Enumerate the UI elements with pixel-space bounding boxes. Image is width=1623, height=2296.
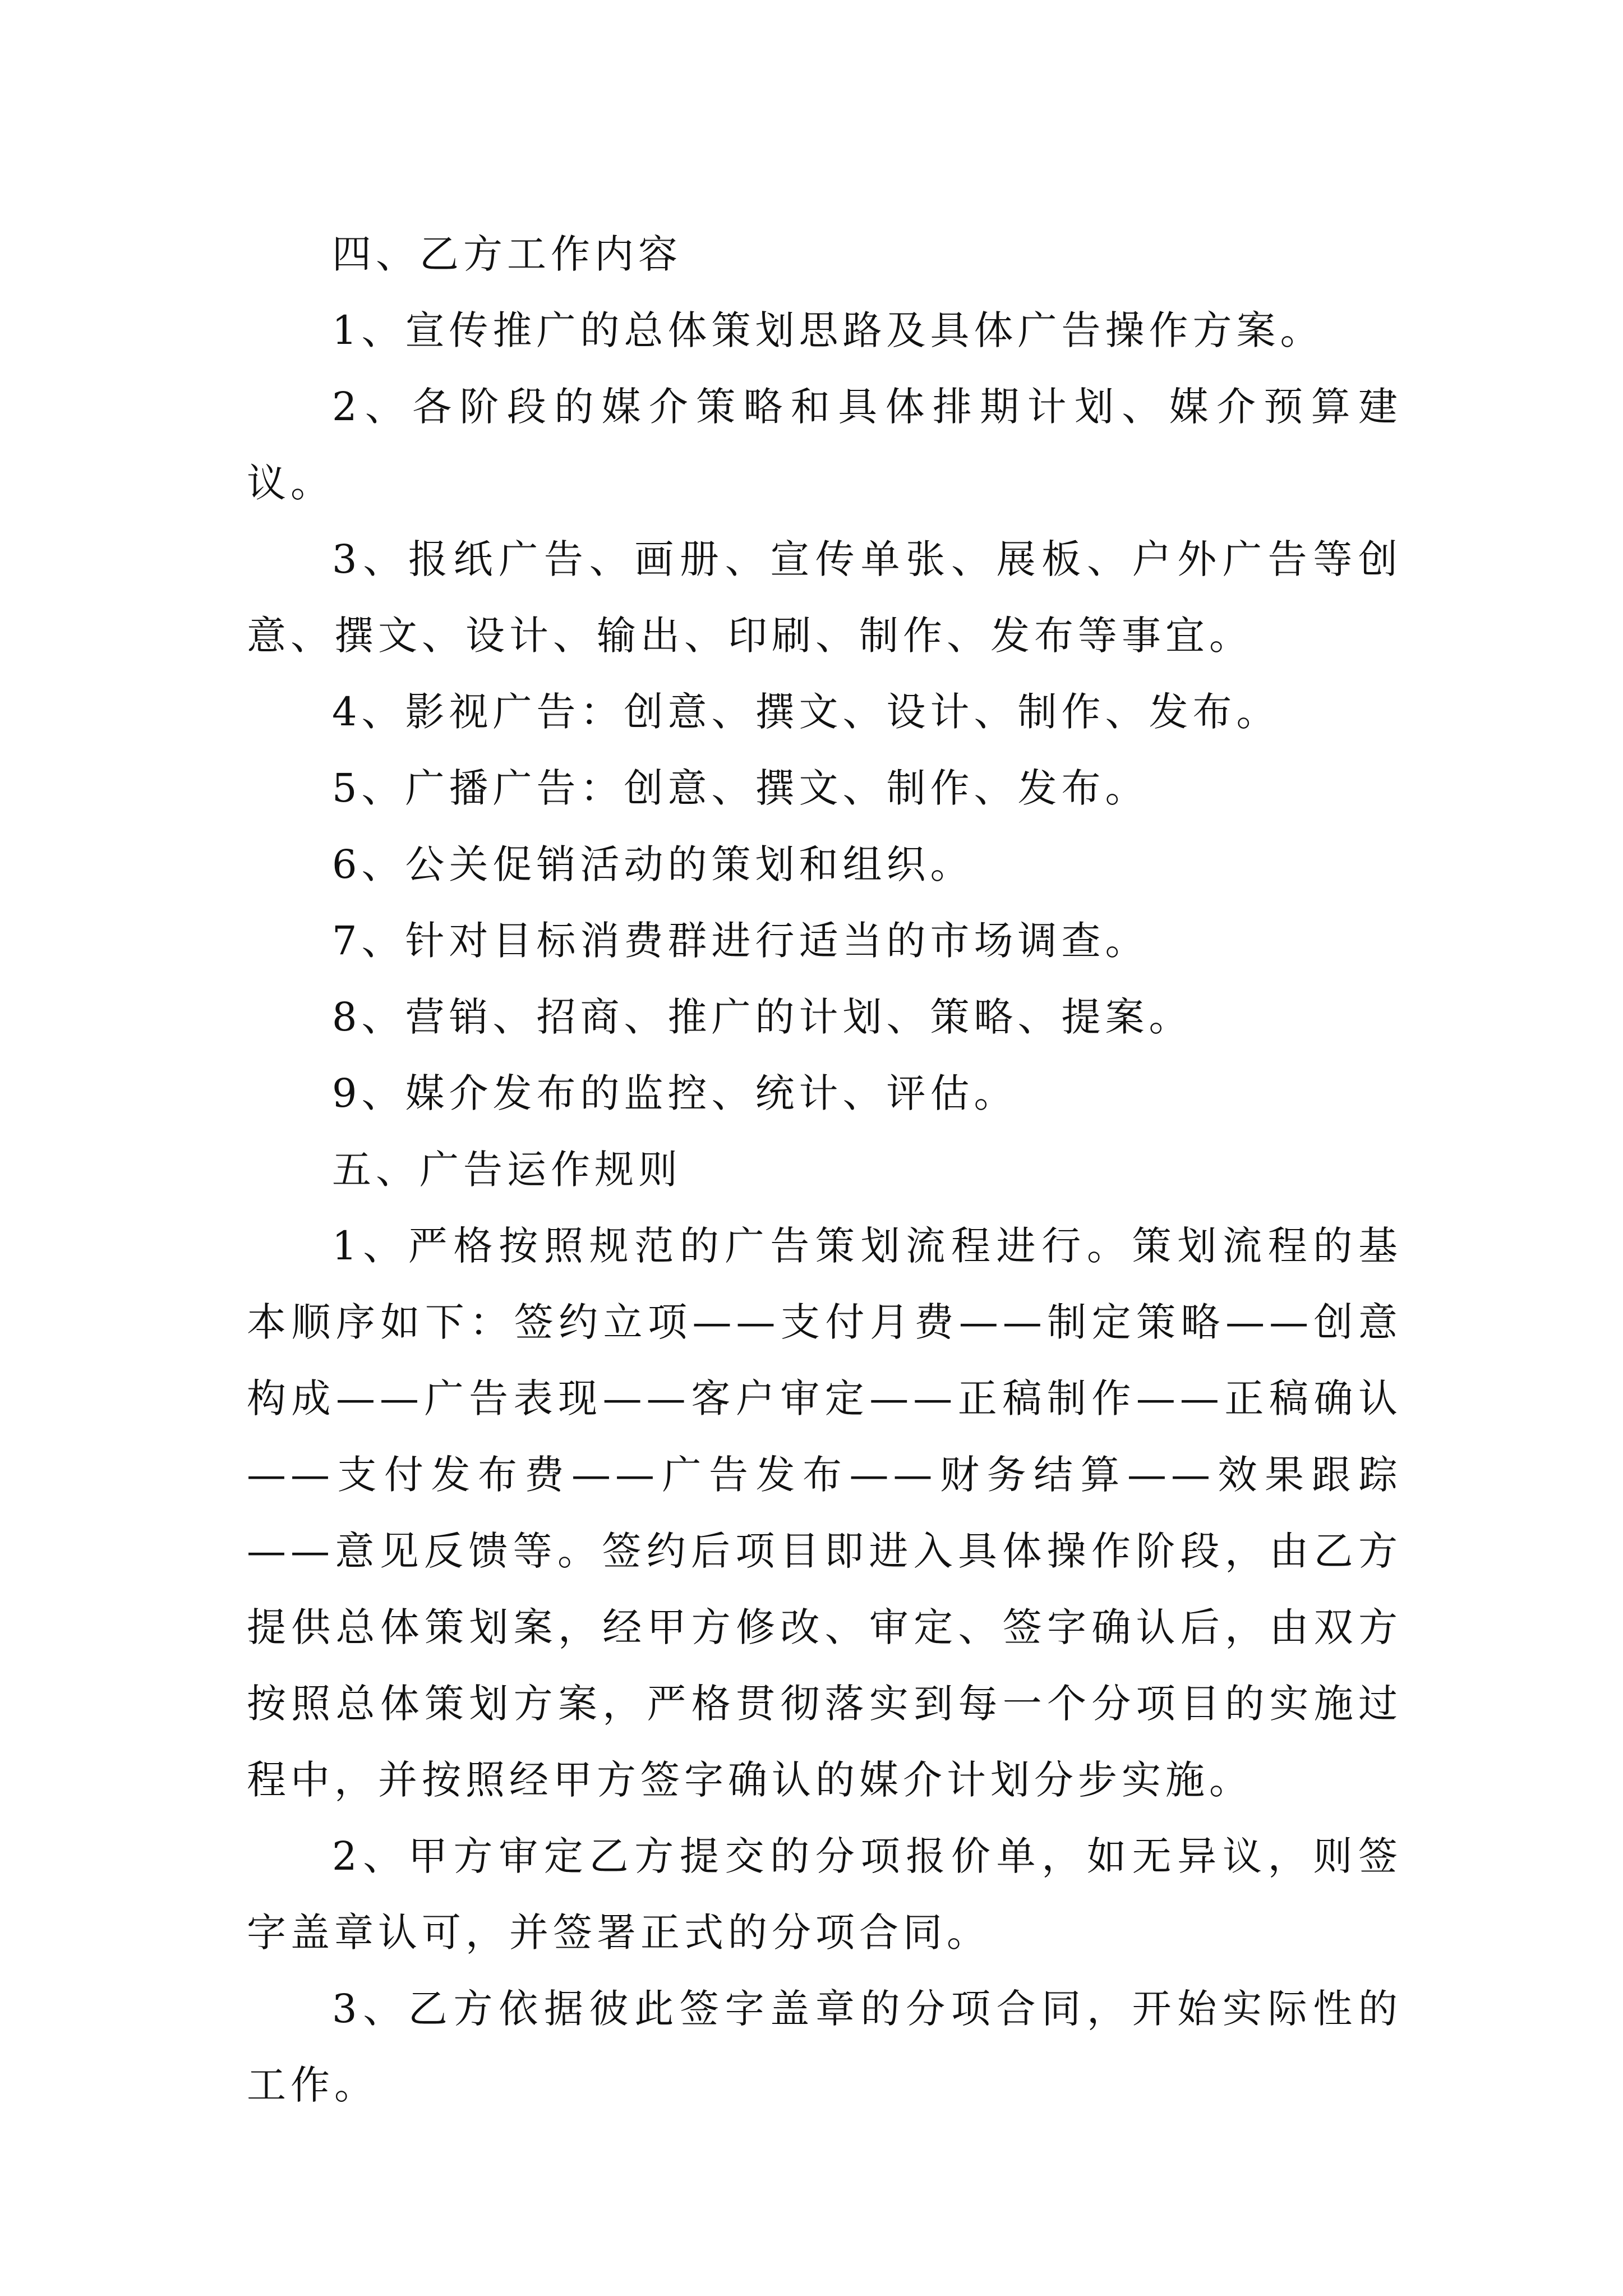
paragraph-item-4-2: 2、各阶段的媒介策略和具体排期计划、媒介预算建议。 — [247, 384, 1402, 506]
paragraph-item-5-1: 1、严格按照规范的广告策划流程进行。策划流程的基本顺序如下：签约立项——支付月费——制定策略——创意构成——广告表现——客户审定——正稿制作——正稿确认——支付发布费——广告发布——财务结算——效果跟踪——意见反馈等。签约后项目即进入具体操作阶段，由乙方提供总体策划案，经甲方修改、审定、签字确认后，由双方按照总体策划方案，严格贯彻落实到每一个分项目的实施过程中，并按照经甲方签字确认的媒介计划分步实施。 — [247, 1223, 1402, 1803]
paragraph-item-4-3: 3、报纸广告、画册、宣传单张、展板、户外广告等创意、撰文、设计、输出、印刷、制作、发布等事宜。 — [247, 536, 1402, 659]
paragraph-item-4-1: 1、宣传推广的总体策划思路及具体广告操作方案。 — [332, 307, 1324, 353]
paragraph-item-4-4: 4、影视广告：创意、撰文、设计、制作、发布。 — [332, 689, 1280, 735]
document-body — [247, 216, 1402, 2123]
paragraph-item-5-2: 2、甲方审定乙方提交的分项报价单，如无异议，则签字盖章认可，并签署正式的分项合同。 — [247, 1833, 1402, 1955]
paragraph-item-4-9: 9、媒介发布的监控、统计、评估。 — [332, 1070, 1018, 1116]
section-heading-5: 五、广告运作规则 — [332, 1147, 682, 1193]
paragraph-item-4-8: 8、营销、招商、推广的计划、策略、提案。 — [332, 994, 1193, 1040]
paragraph-item-4-5: 5、广播广告：创意、撰文、制作、发布。 — [332, 765, 1149, 811]
section-heading-4: 四、乙方工作内容 — [332, 231, 682, 277]
paragraph-item-4-6: 6、公关促销活动的策划和组织。 — [332, 841, 974, 887]
paragraph-item-5-3: 3、乙方依据彼此签字盖章的分项合同，开始实际性的工作。 — [247, 1986, 1402, 2108]
paragraph-item-4-7: 7、针对目标消费群进行适当的市场调查。 — [332, 918, 1149, 964]
